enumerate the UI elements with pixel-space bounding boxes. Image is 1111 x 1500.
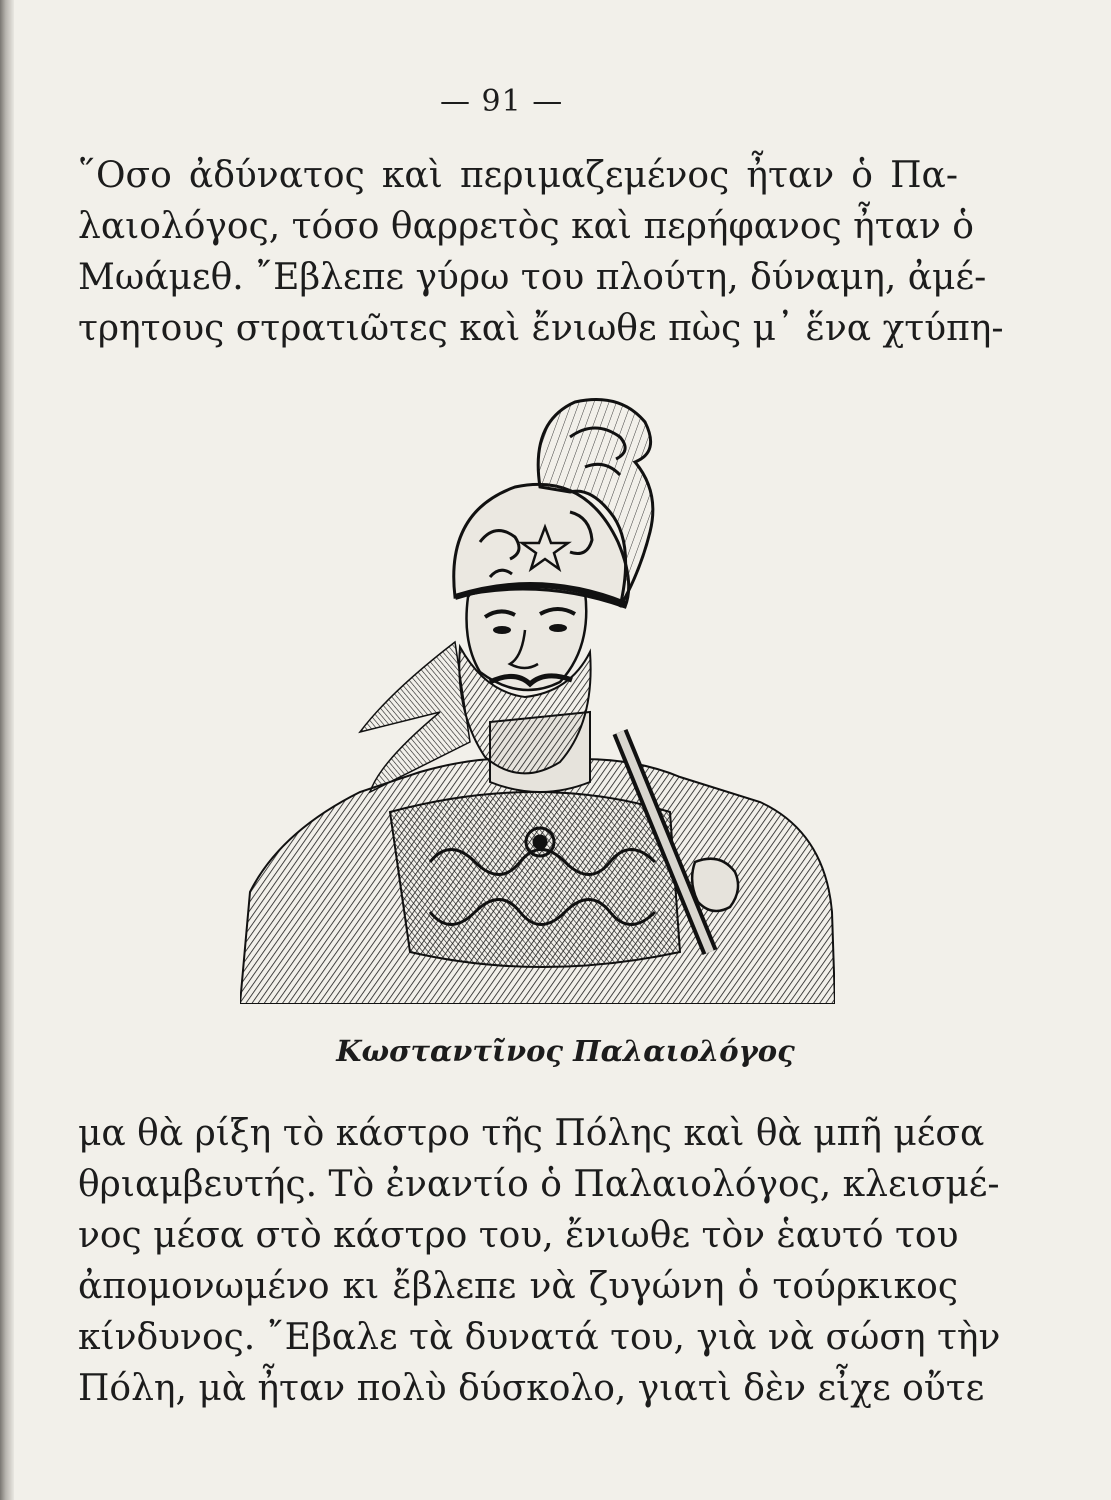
- chest-ornament: [390, 792, 680, 967]
- text-line: μα θὰ ρίξη τὸ κάστρο τῆς Πόλης καὶ θὰ μπῆ μέσα: [78, 1113, 985, 1154]
- portrait-engraving: [240, 392, 835, 1004]
- paragraph-bottom: [78, 1108, 1001, 1414]
- paragraph-top: [78, 150, 1004, 354]
- text-line: νος μέσα στὸ κάστρο του, ἔνιωθε τὸν ἑαυτό του: [78, 1215, 959, 1256]
- figure-caption: Κωσταντῖνος Παλαιολόγος: [336, 1034, 795, 1068]
- text-line: κίνδυνος. ῎Εβαλε τὰ δυνατά του, γιὰ νὰ σώση τὴν: [78, 1317, 1001, 1358]
- page-binding-edge: [0, 0, 14, 1500]
- text-line: Πόλη, μὰ ἦταν πολὺ δύσκολο, γιατὶ δὲν εἶχε οὔτε: [78, 1368, 985, 1409]
- text-line: ἀπομονωμένο κι ἔβλεπε νὰ ζυγώνη ὁ τούρκικος: [78, 1266, 958, 1307]
- text-line: τρητους στρατιῶτες καὶ ἔνιωθε πὼς μ᾽ ἕνα χτύπη-: [78, 308, 1004, 349]
- text-line: ῞Οσο ἀδύνατος καὶ περιμαζεμένος ἦταν ὁ Πα-: [78, 155, 958, 196]
- page-number: — 91 —: [440, 84, 564, 119]
- text-line: λαιολόγος, τόσο θαρρετὸς καὶ περήφανος ἦταν ὁ: [78, 206, 974, 247]
- text-line: θριαμβευτής. Τὸ ἐναντίο ὁ Παλαιολόγος, κλεισμέ-: [78, 1164, 1000, 1205]
- text-line: Μωάμεθ. ῎Εβλεπε γύρω του πλούτη, δύναμη, ἀμέ-: [78, 257, 987, 298]
- hand: [692, 859, 738, 911]
